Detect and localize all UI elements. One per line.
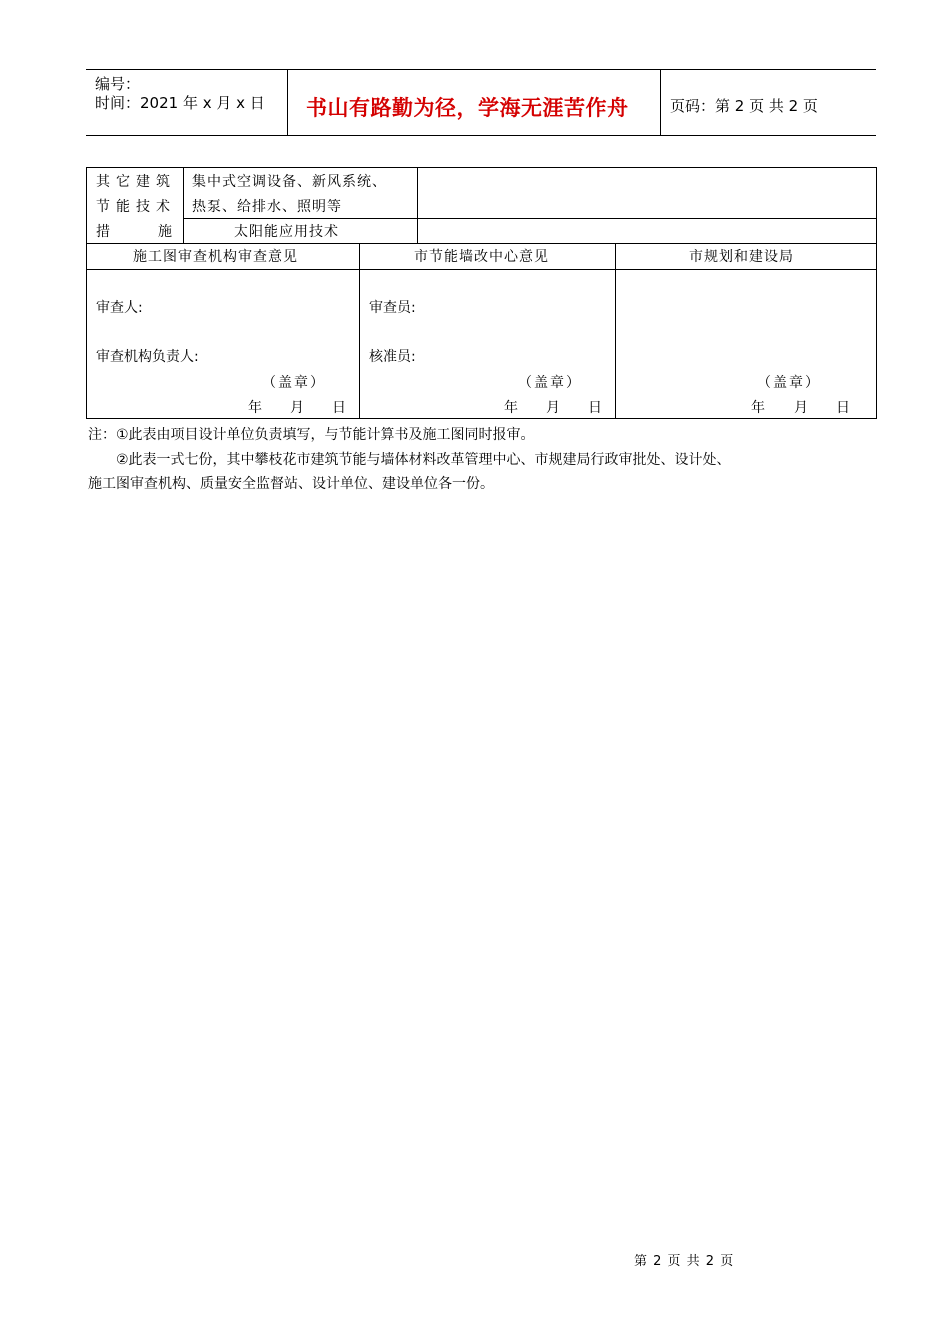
table-line-row1 bbox=[183, 218, 877, 219]
table-line-left bbox=[86, 167, 87, 419]
header-divider-1 bbox=[287, 69, 288, 135]
table-line-review-col2 bbox=[615, 243, 616, 419]
header-divider-2 bbox=[660, 69, 661, 135]
review-col1-title: 施工图审查机构审查意见 bbox=[133, 249, 298, 265]
date-month-col3: 月 bbox=[794, 400, 808, 416]
header-page-label: 页码：第 2 页 共 2 页 bbox=[670, 97, 818, 115]
date-day-col3: 日 bbox=[836, 400, 850, 416]
measures-row-label-2: 节能技术 bbox=[96, 199, 176, 215]
date-year-col3: 年 bbox=[751, 400, 765, 416]
header-motto: 书山有路勤为径，学海无涯苦作舟 bbox=[306, 96, 629, 120]
header-time-label: 时间：2021 年 x 月 x 日 bbox=[95, 94, 265, 112]
note-line-1: 注：①此表由项目设计单位负责填写，与节能计算书及施工图同时报审。 bbox=[88, 427, 535, 443]
examiner-label: 审查员: bbox=[369, 300, 416, 316]
table-line-top bbox=[86, 167, 877, 168]
seal-col2: （盖章） bbox=[518, 375, 582, 391]
table-line-item-col bbox=[417, 167, 418, 243]
table-line-review-col1 bbox=[359, 243, 360, 419]
note-line-3: 施工图审查机构、质量安全监督站、设计单位、建设单位各一份。 bbox=[88, 476, 494, 492]
measures-row-label-1: 其它建筑 bbox=[96, 174, 176, 190]
measures-row-label-3b: 施 bbox=[158, 224, 172, 240]
reviewer-label: 审查人: bbox=[96, 300, 143, 316]
approver-label: 核准员: bbox=[369, 349, 416, 365]
table-line-row2 bbox=[86, 243, 877, 244]
date-day-col1: 日 bbox=[332, 400, 346, 416]
table-line-row3 bbox=[86, 269, 877, 270]
date-year-col1: 年 bbox=[248, 400, 262, 416]
review-col2-title: 市节能墙改中心意见 bbox=[414, 249, 549, 265]
note-line-2: ②此表一式七份，其中攀枝花市建筑节能与墙体材料改革管理中心、市规建局行政审批处、设计处、 bbox=[116, 452, 731, 468]
measures-item-2: 太阳能应用技术 bbox=[234, 224, 339, 240]
date-day-col2: 日 bbox=[588, 400, 602, 416]
table-line-bottom bbox=[86, 418, 877, 419]
header-number-label: 编号： bbox=[95, 75, 141, 93]
footer-page-number: 第 2 页 共 2 页 bbox=[634, 1254, 735, 1269]
measures-item-1-line1: 集中式空调设备、新风系统、 bbox=[192, 174, 387, 190]
date-month-col1: 月 bbox=[290, 400, 304, 416]
table-line-right bbox=[876, 167, 877, 419]
seal-col3: （盖章） bbox=[757, 375, 821, 391]
table-line-label-col bbox=[183, 167, 184, 243]
header-top-border bbox=[86, 69, 876, 70]
date-month-col2: 月 bbox=[546, 400, 560, 416]
review-col3-title: 市规划和建设局 bbox=[689, 249, 794, 265]
org-head-label: 审查机构负责人: bbox=[96, 349, 199, 365]
measures-item-1-line2: 热泵、给排水、照明等 bbox=[192, 199, 342, 215]
date-year-col2: 年 bbox=[504, 400, 518, 416]
seal-col1: （盖章） bbox=[262, 375, 326, 391]
header-bottom-border bbox=[86, 135, 876, 136]
measures-row-label-3a: 措 bbox=[96, 224, 110, 240]
